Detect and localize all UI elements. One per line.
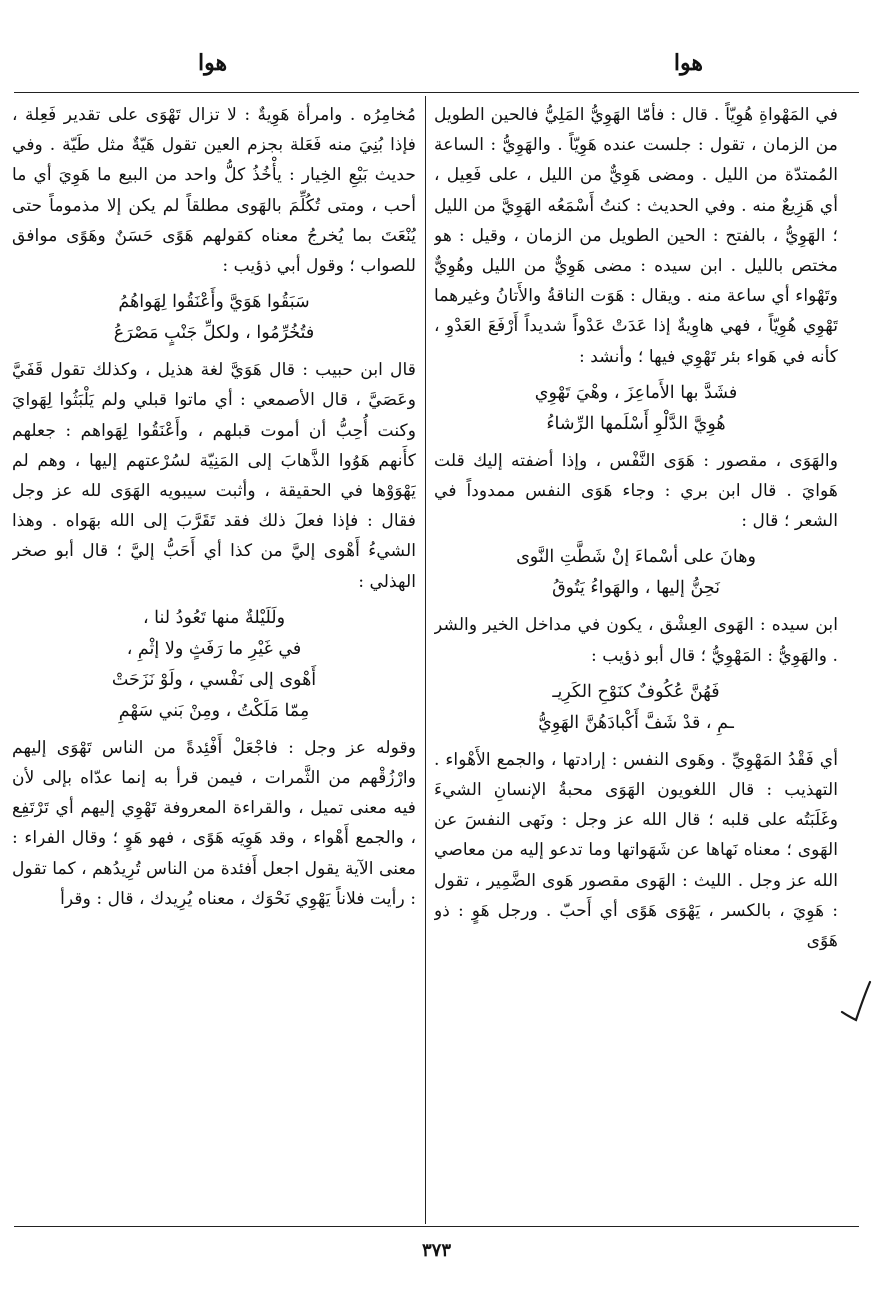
verse-line: مِمّا مَلَكْتُ ، ومِنْ بَني سَهْمِ	[118, 700, 310, 721]
paragraph: وقوله عز وجل : فاجْعَلْ أَفْئِدةً من الناس تَهْوَى إليهم وارْزُقْهم من الثَّمرات ، فيمن قرأ به إنما عدّاه بإلى لأن فيه معنى تميل ، والقراءة المعروفة تَهْوِي إليهم أي تَرْتَفِع ، والجمع أَهْواء ، وقد هَوِيَه هَوًى ، فهو هَوٍ ؛ وقال الفراء : معنى الآية يقول اجعل أَفئدة من الناس تُرِيدُهم ، كما تقول : رأيت فلاناً يَهْوِي نَحْوَك ، معناه يُرِيدك ، قال : وقرأ	[12, 737, 416, 909]
verse-line: فَهُنَّ عُكُوفٌ كنَوْحِ الكَرِيـ	[552, 681, 720, 702]
paragraph: في المَهْواةِ هُوِيّاً . قال : فأمّا الهَوِيُّ المَلِيُّ فالحين الطويل من الزمان ، تقول : جلست عنده هَوِيّاً . والهَوِيُّ : الساعة المُمتدّة من الليل . ومضى هَوِيٌّ من الليل ، على فَعِيل ، أي هَزِيعٌ منه . وفي الحديث : كنتُ أَسْمَعُه الهَوِيَّ من الليل ؛ الهَوِيُّ ، بالفتح : الحين الطويل من الزمان ، وقيل : هو مختص بالليل . ابن سيده : مضى هَوِيٌّ من الليل وهُوِيٌّ وتَهْواء أي ساعة منه . ويقال : هَوَت الناقةُ والأَتانُ وغيرهما تَهْوِي هُوِيّاً ، فهي هاوِيةٌ إذا عَدَتْ عَدْواً شديداً أَرْفَعَ العَدْوِ ، كأنه في هَواء بئر تَهْوِي فيها ؛ وأنشد :	[434, 105, 838, 367]
verse	[434, 378, 838, 440]
page-number: ٣٧٣	[421, 1240, 451, 1261]
margin-check-mark-icon	[838, 978, 872, 1022]
verse-line: هُوِيَّ الدَّلْوِ أَسْلَمها الرِّشاءُ	[546, 413, 726, 434]
column-divider	[425, 96, 426, 1224]
verse-line: ـمِ ، قدْ شَفَّ أَكْبادَهُنَّ الهَوِيُّ	[538, 712, 734, 733]
verse	[434, 677, 838, 739]
verse-line: في غَيْرِ ما رَفَثٍ ولا إثْمِ ،	[126, 638, 302, 659]
footer-rule	[14, 1226, 859, 1227]
header-title-left: هوا	[198, 50, 228, 76]
paragraph: قال ابن حبيب : قال هَوَيَّ لغة هذيل ، وكذلك تقول قَفَيَّ وعَصَيَّ ، قال الأصمعي : أي ماتوا قبلي ولم يَلْبَثُوا لِهَوايَ وكنت أُحِبُّ أن أموت قبلهم ، وأَعْنَقُوا لِهَواهم : جعلهم كأَنهم هَوُوا الذَّهابَ إلى المَنِيّة لسُرْعتهم إليها ، وهم لم يَهْوَوْها في الحقيقة ، وأثبت سيبويه الهَوَى لله عز وجل فقال : فإذا فعلَ ذلك فقد تَقَرَّبَ إلى الله بهَواه . وهذا الشيءُ أَهْوى إليَّ من كذا أي أَحَبُّ إليَّ ؛ قال أبو صخر الهذلي :	[12, 360, 416, 592]
paragraph: ابن سيده : الهَوى العِشْق ، يكون في مداخل الخير والشر . والهَوِيُّ : المَهْوِيُّ ؛ قال أبو ذؤيب :	[434, 615, 838, 666]
verse-line: نَحِنُّ إليها ، والهَواءُ يَتُوقُ	[552, 578, 720, 599]
right-column	[434, 100, 838, 1222]
verse-line: فشَدَّ بها الأَماعِزَ ، وهْيَ تَهْوِي	[534, 382, 738, 403]
left-column	[12, 100, 416, 1222]
verse	[434, 542, 838, 604]
verse	[12, 287, 416, 349]
paragraph: والهَوَى ، مقصور : هَوَى النَّفْس ، وإذا أضفته إليك قلت هَوايَ . قال ابن بري : وجاء هَوَى النفس ممدوداً في الشعر ؛ قال :	[434, 450, 838, 532]
verse-line: وهانَ على أسْماءَ إنْ شَطَّتِ النَّوى	[516, 547, 756, 568]
verse-line: أَهْوى إلى نَفْسي ، ولَوْ نَزَحَتْ	[111, 669, 317, 690]
paragraph: أي فَقْدُ المَهْوِيِّ . وهَوى النفس : إرادتها ، والجمع الأَهْواء . التهذيب : قال اللغويون الهَوَى محبةُ الإنسانِ الشيءَ وغَلَبَتُه على قلبه ؛ قال الله عز وجل : ونَهى النفسَ عن الهَوى ؛ معناه نَهاها عن شَهَواتها وما تدعو إليه من معاصي الله عز وجل . الليث : الهَوى مقصور هَوى الضَّمِير ، تقول : هَوِيَ ، بالكسر ، يَهْوَى هَوًى أي أَحبّ . ورجل هَوٍ : ذو هَوًى	[434, 749, 838, 952]
verse	[12, 603, 416, 727]
verse-line: فتُخُرِّمُوا ، ولكلِّ جَنْبٍ مَصْرَعُ	[113, 323, 315, 344]
header-title-right: هوا	[673, 50, 703, 76]
verse-line: ولَلَيْلةٌ منها تَعُودُ لنا ،	[142, 607, 286, 628]
paragraph: مُخامِرُه . وامرأة هَوِيةٌ : لا تزال تَهْوَى على تقدير فَعِلة ، فإذا بُنِيَ منه فَعَلة بجزم العين تقول هَيّةٌ مثل طَيّة . وفي حديث بَيْعِ الخِيار : يأْخُذُ كلُّ واحد من البيع ما هَوِيَ أي ما أحب ، ومتى تُكُلِّمَ بالهَوى مطلقاً لم يكن إلا مذموماً حتى يُنْعَتَ بما يُخرجُ معناه كقولهم هَوًى حَسَنٌ وهَوًى موافق للصواب ؛ وقول أبي ذؤيب :	[12, 105, 416, 277]
header-rule	[14, 92, 859, 93]
page-header	[20, 44, 853, 84]
verse-line: سَبَقُوا هَوَيَّ وأَعْنَقُوا لِهَواهُمُ	[118, 292, 310, 313]
